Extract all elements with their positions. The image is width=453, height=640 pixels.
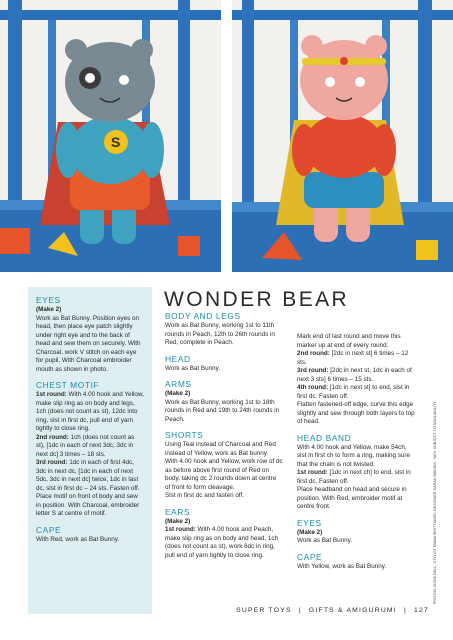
right-eyes-text: Work as Bat Bunny. (297, 537, 353, 544)
arms-text: Work as Bat Bunny, working 1st to 18th rounds in Red and 19th to 24th rounds in Peach. (165, 398, 280, 423)
svg-text:S: S (111, 134, 121, 150)
ears-round-3: 3rd round: [2dc in next st, 1dc in each of next 3 sts] 6 times – 15 sts. (297, 367, 412, 383)
ears-round-2: 2nd round: [2dc in next st] 6 times – 12 sts. (297, 350, 409, 366)
chest-round-3: 3rd round: 1dc in each of first 4dc, 3dc in next dc, [1dc in each of next 5dc, 3dc in next dc] twice, 1dc in last dc, slst in first dc – 24 sts. Fasten off. Place motif on front of body and sew in position. With Charcoal, embroider letter S at centre of motif. (36, 459, 140, 517)
footer-separator-1: | (298, 607, 302, 614)
photo-credit: PHOTOS SUSIE BELL; STYLIST EMMA WHITTAKER; DESIGNER SARAH MACKIN. *ANY SUBJECT TO AVAILABILITY (433, 401, 437, 604)
cape-text: With Red, work as Bat Bunny. (36, 535, 120, 543)
footer-title: SUPER TOYS (236, 607, 292, 614)
page-title: WONDER BEAR (164, 288, 350, 311)
arms-make: (Make 2) (165, 390, 191, 397)
middle-column (165, 311, 283, 566)
shorts-text-2: With 4.00 hook and Yellow, work row of dc as before above first round of Red on body, taking dc 2 rounds down at centre of front to form cleavage. (165, 458, 283, 491)
body-text: Work as Bat Bunny, working 1st to 11th rounds in Peach, 12th to 26th rounds in Red, complete in Peach. (165, 322, 275, 346)
footer-separator-2: | (403, 607, 407, 614)
headband-text-1: With 4.00 hook and Yellow, make 54ch, slst in first ch to form a ring, making sure that the chain is not twisted. (297, 443, 411, 468)
photo-wonder-bear (232, 0, 453, 272)
chest-heading: CHEST MOTIF (36, 380, 100, 390)
right-column (297, 333, 415, 577)
right-cape-text: With Yellow, work as Bat Bunny. (297, 562, 387, 570)
photo-row (0, 0, 453, 272)
shorts-text-3: Slst in first dc and fasten off. (165, 492, 244, 499)
headband-heading: HEAD BAND (297, 432, 352, 443)
ears-heading: EARS (165, 506, 191, 517)
headband-round-1: 1st round: [1dc in next ch] to end, slst in first dc. Fasten off. (297, 469, 411, 485)
body-heading: BODY AND LEGS (165, 311, 241, 321)
chest-round-1: 1st round: With 4.00 hook and Yellow, make slip ring as on body and legs, 1ch (does not count as st), 12dc into ring, slst in first dc, pull end of yarn tightly to close ring. (36, 391, 144, 432)
right-eyes-make: (Make 2) (297, 528, 323, 536)
photo-super-bear (0, 0, 221, 272)
eyes-heading: EYES (36, 295, 61, 305)
head-text: Work as Bat Bunny. (165, 364, 221, 372)
chest-round-2: 2nd round: 1ch (does not count as st), [1dc in each of next 3dc, 3dc in next dc] 3 times – 18 sts. (36, 433, 135, 458)
ears-round-4: 4th round: [1dc in next st] to end, slst in first dc. Fasten off. (297, 384, 410, 400)
ears-cont-text-1: Mark end of last round and move this marker up at end of every round. (297, 333, 401, 349)
head-heading: HEAD (165, 353, 191, 364)
page-number: 127 (414, 607, 429, 614)
right-eyes-heading: EYES (297, 517, 322, 528)
eyes-make: (Make 2) (36, 306, 62, 313)
shorts-heading: SHORTS (165, 430, 204, 440)
footer-section: GIFTS & AMIGURUMI (308, 607, 397, 614)
cape-heading: CAPE (36, 524, 62, 535)
headband-text-2: Place headband on head and secure in position. With Red, embroider motif at centre front. (297, 486, 407, 510)
page-footer (236, 607, 429, 614)
ears-cont-text-2: Flatten fastened-off edge, curve this edge slightly and sew through both layers to top of head. (297, 401, 415, 425)
eyes-text: Work as Bat Bunny. Position eyes on head, then place eye patch slightly under right eye and to the back of head and sew them on securely. With Charcoal, work V stitch on each eye for pupil. With Charcoal embroider mouth as shown in photo. (36, 314, 141, 373)
right-cape-heading: CAPE (297, 551, 323, 562)
shorts-text-1: Using Teal instead of Charcoal and Red instead of Yellow, work as Bat bunny. (165, 441, 276, 457)
arms-heading: ARMS (165, 379, 192, 389)
ears-round-1: 1st round: With 4.00 hook and Peach, make slip ring as on body and head, 1ch (does not count as st), work 6dc in ring, pull end of yarn tightly to close ring. (165, 526, 279, 559)
ears-make: (Make 2) (165, 517, 191, 525)
sidebar-panel (28, 287, 152, 614)
